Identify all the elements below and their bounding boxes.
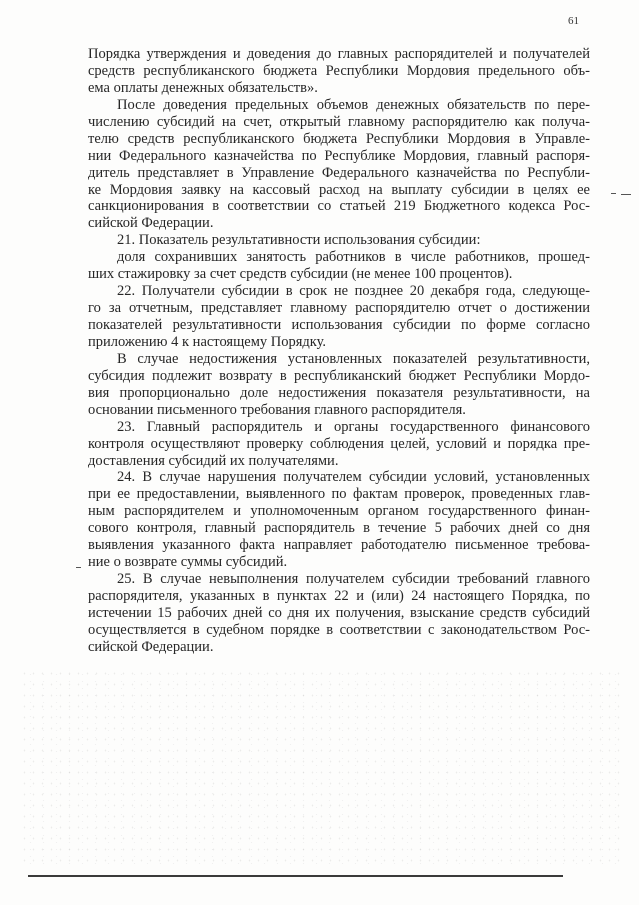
text-line: вия пропорционально доле недостижения показателя результативности, на bbox=[88, 384, 590, 401]
text-line: числению субсидий на счет, открытый главному распорядителю как получа- bbox=[88, 113, 590, 130]
text-line: ема оплаты денежных обязательств». bbox=[88, 79, 318, 96]
text-line: В случае недостижения установленных показателей результативности, bbox=[117, 350, 590, 367]
text-line: телю средств республиканского бюджета Республики Мордовия в Управле- bbox=[88, 130, 590, 147]
text-line: сийской Федерации. bbox=[88, 215, 214, 232]
text-line: ке Мордовия заявку на кассовый расход на выплату субсидии в целях ее bbox=[88, 181, 590, 198]
document-body bbox=[88, 46, 590, 656]
text-line: сового контроля, главный распорядитель в течение 5 рабочих дней со дня bbox=[88, 520, 590, 537]
scan-noise bbox=[20, 668, 620, 868]
text-line: го за отчетным, представляет главному распорядителю отчет о достижении bbox=[88, 300, 590, 317]
text-line: нии Федерального казначейства по Республике Мордовия, главный распоря- bbox=[88, 147, 590, 164]
text-line: санкционирования в соответствии со статьей 219 Бюджетного кодекса Рос- bbox=[88, 198, 590, 215]
paragraph bbox=[88, 419, 590, 470]
text-line: осуществляется в судебном порядке в соответствии с законодательством Рос- bbox=[88, 621, 590, 638]
text-line: ших стажировку за счет средств субсидии (не менее 100 процентов). bbox=[88, 266, 513, 283]
paragraph bbox=[88, 46, 590, 97]
text-line: доставления субсидий их получателями. bbox=[88, 452, 339, 469]
page-number: 61 bbox=[568, 15, 579, 27]
paragraph bbox=[88, 97, 590, 233]
text-line: средств республиканского бюджета Республики Мордовия предельного объ- bbox=[88, 62, 590, 79]
text-line: 25. В случае невыполнения получателем субсидии требований главного bbox=[117, 571, 590, 588]
text-line: доля сохранивших занятость работников в числе работников, прошед- bbox=[117, 249, 590, 266]
text-line: приложению 4 к настоящему Порядку. bbox=[88, 333, 327, 350]
scan-edge-line bbox=[28, 875, 563, 877]
paragraph bbox=[88, 283, 590, 351]
text-line: истечении 15 рабочих дней со дня их получения, взыскание средств субсидий bbox=[88, 604, 590, 621]
paragraph bbox=[88, 351, 590, 419]
text-line: при ее предоставлении, выявленного по фактам проверок, проведенных глав- bbox=[88, 486, 590, 503]
text-line: показателей результативности использования субсидии по форме согласно bbox=[88, 317, 590, 333]
text-line: дитель представляет в Управление Федерального казначейства по Республи- bbox=[88, 164, 590, 181]
text-line: контроля осуществляют проверку соблюдения целей, условий и порядка пре- bbox=[88, 435, 590, 452]
text-line: ным распорядителем и уполномоченным органом государственного финан- bbox=[88, 503, 590, 520]
scan-mark bbox=[611, 193, 616, 194]
text-line: 23. Главный распорядитель и органы государственного финансового bbox=[117, 418, 590, 435]
paragraph bbox=[88, 571, 590, 656]
text-line: распорядителя, указанных в пунктах 22 и (или) 24 настоящего Порядка, по bbox=[88, 588, 590, 604]
text-line: После доведения предельных объемов денежных обязательств по пере- bbox=[117, 96, 590, 113]
scan-mark bbox=[621, 194, 631, 195]
text-line: ние о возврате суммы субсидий. bbox=[88, 554, 288, 571]
paragraph bbox=[88, 249, 590, 283]
text-line: 21. Показатель результативности использования субсидии: bbox=[117, 232, 481, 249]
paragraph bbox=[88, 232, 590, 249]
text-line: выявления указанного факта направляет работодателю письменное требова- bbox=[88, 537, 590, 554]
scan-mark bbox=[76, 567, 81, 568]
text-line: 22. Получатели субсидии в срок не позднее 20 декабря года, следующе- bbox=[117, 283, 590, 300]
text-line: Порядка утверждения и доведения до главных распорядителей и получателей bbox=[88, 46, 590, 62]
text-line: 24. В случае нарушения получателем субсидии условий, установленных bbox=[117, 469, 590, 486]
text-line: основании письменного требования главного распорядителя. bbox=[88, 401, 466, 418]
text-line: сийской Федерации. bbox=[88, 638, 214, 655]
text-line: субсидия подлежит возврату в республиканский бюджет Республики Мордо- bbox=[88, 367, 590, 384]
paragraph bbox=[88, 469, 590, 571]
